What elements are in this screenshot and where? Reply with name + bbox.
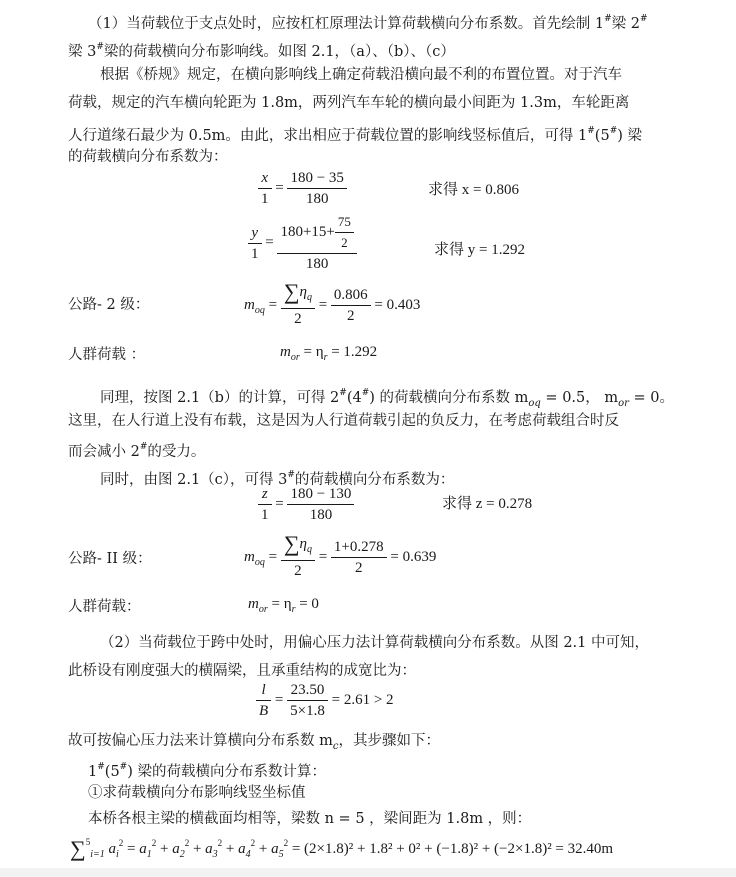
- equation-moq-2: $m_{oq}$ = $\frac{\sum\eta_q}{2}$ = $\frac{1+0.278}{2}$ = 0.639: [244, 531, 437, 579]
- paragraph-5-line-2: 此桥设有刚度强大的横隔梁，且承重结构的成宽比为：: [68, 663, 416, 679]
- equation-x-result: 求得 x = 0.806: [428, 182, 519, 198]
- paragraph-2-line-3: 人行道缘石最少为 0.5m。由此，求出相应于荷载位置的影响线竖标值后，可得 1#(5#) 梁: [68, 126, 643, 144]
- equation-sum-squares: ∑$^5_{i=1}$ $a_i^2 = a_1^2 + a_2^2 + a_3^2 + a_4^2 + a_5^2 = (2\times 1.8)^2 + 1.8^2 + 0^2 + (-1.8)^2 + (-2\times 1.8)^2 = 32.40m$: [70, 836, 614, 861]
- paragraph-6-line-1: 1#(5#) 梁的荷载横向分布系数计算：: [88, 762, 326, 780]
- paragraph-2-line-1: 根据《桥规》规定，在横向影响线上确定荷载沿横向最不利的布置位置。对于汽车: [100, 67, 622, 83]
- page-bottom-edge: [0, 868, 736, 877]
- equation-mor-1: $m_{or} = \eta_r = 1.292$: [280, 344, 378, 363]
- paragraph-5-line-3: 故可按偏心压力法来计算横向分布系数 $m_c$，其步骤如下：: [68, 733, 440, 752]
- paragraph-2-line-4: 的荷载横向分布系数为：: [68, 149, 228, 165]
- paragraph-3-line-2: 这里，在人行道上没有布载，这是因为人行道荷载引起的负反力，在考虑荷载组合时反: [68, 413, 619, 429]
- equation-moq-1: $m_{oq}$ = $\frac{\sum\eta_q}{2}$ = $\frac{0.806}{2}$ = 0.403: [244, 279, 421, 327]
- equation-l-over-b: $\frac{l}{B}$ = $\frac{23.50}{5\times 1.8}$ = 2.61 > 2: [256, 680, 394, 721]
- paragraph-5-line-1: （2）当荷载位于跨中处时，用偏心压力法计算荷载横向分布系数。从图 2.1 中可知，: [100, 635, 650, 651]
- paragraph-1-line-1: （1）当荷载位于支点处时，应按杠杠原理法计算荷载横向分布系数。首先绘制 1#梁 2#: [88, 14, 648, 32]
- paragraph-4-line-1: 同时，由图 2.1（c），可得 3#的荷载横向分布系数为：: [100, 470, 455, 488]
- equation-mor-2: $m_{or} = \eta_r = 0$: [248, 596, 319, 615]
- label-road-class-2: 公路- 2 级：: [68, 297, 150, 313]
- paragraph-3-line-1: 同理，按图 2.1（b）的计算，可得 2#(4#) 的荷载横向分布系数 $m_{oq} = 0.5$， $m_{or} = 0$。: [100, 388, 675, 409]
- paragraph-2-line-2: 荷载，规定的汽车横向轮距为 1.8m，两列汽车车轮的横向最小间距为 1.3m，车轮距离: [68, 95, 630, 111]
- paragraph-3-line-3: 而会减小 2#的受力。: [68, 442, 206, 460]
- label-crowd-load-2: 人群荷载：: [68, 599, 141, 615]
- paragraph-6-line-3: 本桥各根主梁的横截面均相等，梁数 n = 5 ，梁间距为 1.8m ，则：: [88, 811, 532, 827]
- equation-y-result: 求得 y = 1.292: [434, 242, 525, 258]
- paragraph-6-line-2: ①求荷载横向分布影响线竖坐标值: [88, 785, 306, 801]
- equation-x: $\frac{x}{1}$ = $\frac{180 - 35}{180}$: [258, 168, 347, 209]
- label-road-class-II: 公路- II 级：: [68, 551, 152, 567]
- paragraph-1-line-2: 梁 3#梁的荷载横向分布影响线。如图 2.1，（a）、（b）、（c）: [68, 42, 455, 60]
- label-crowd-load-1: 人群荷载 ：: [68, 347, 146, 363]
- equation-z-result: 求得 z = 0.278: [442, 496, 533, 512]
- equation-y: $\frac{y}{1}$ = 180+15+ $\frac{75}{2}$ 180: [248, 212, 357, 274]
- equation-z: $\frac{z}{1}$ = $\frac{180 - 130}{180}$: [258, 484, 354, 525]
